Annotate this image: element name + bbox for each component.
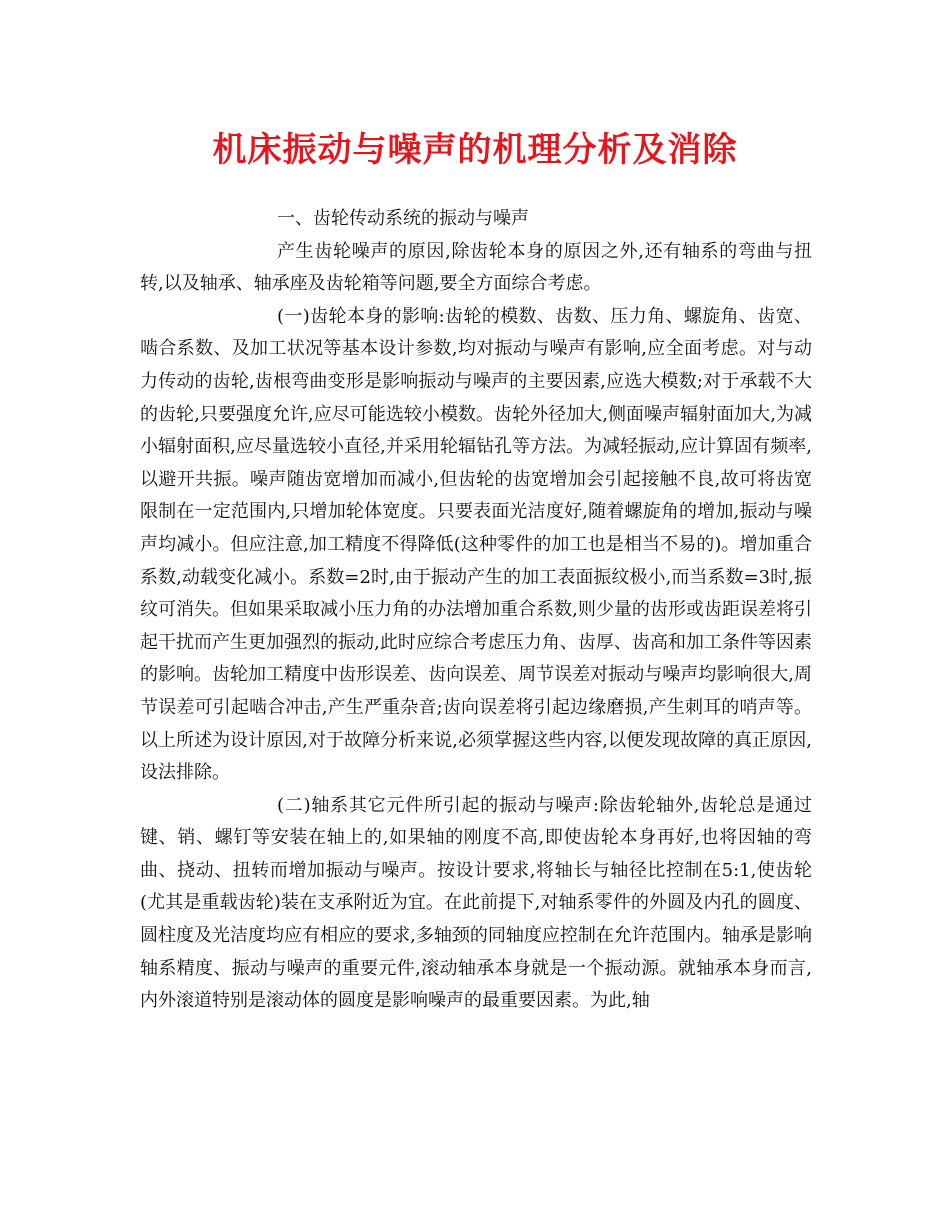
paragraph-3: (二)轴系其它元件所引起的振动与噪声:除齿轮轴外,齿轮总是通过键、销、螺钉等安装在轴上的,如果轴的刚度不高,即使齿轮本身再好,也将因轴的弯曲、挠动、扭转而增加振动与噪声。按设计要求,将轴长与轴径比控制在5:1,使齿轮(尤其是重载齿轮)装在支承附近为宜。在此前提下,对轴系零件的外圆及内孔的圆度、圆柱度及光洁度均应有相应的要求,多轴颈的同轴度应控制在允许范围内。轴承是影响轴系精度、振动与噪声的重要元件,滚动轴承本身就是一个振动源。就轴承本身而言,内外滚道特别是滚动体的圆度是影响噪声的最重要因素。为此,轴 [140, 794, 812, 1012]
document-body [140, 203, 812, 1018]
paragraph-1: 产生齿轮噪声的原因,除齿轮本身的原因之外,还有轴系的弯曲与扭转,以及轴承、轴承座及齿轮箱等问题,要全方面综合考虑。 [140, 240, 812, 295]
document-title: 机床振动与噪声的机理分析及消除 [212, 130, 738, 170]
paragraph-2: (一)齿轮本身的影响:齿轮的模数、齿数、压力角、螺旋角、齿宽、啮合系数、及加工状况等基本设计参数,均对振动与噪声有影响,应全面考虑。对与动力传动的齿轮,齿根弯曲变形是影响振动与噪声的主要因素,应选大模数;对于承载不大的齿轮,只要强度允许,应尽可能选较小模数。齿轮外径加大,侧面噪声辐射面加大,为减小辐射面积,应尽量选较小直径,并采用轮辐钻孔等方法。为减轻振动,应计算固有频率,以避开共振。噪声随齿宽增加而减小,但齿轮的齿宽增加会引起接触不良,故可将齿宽限制在一定范围内,只增加轮体宽度。只要表面光洁度好,随着螺旋角的增加,振动与噪声均减小。但应注意,加工精度不得降低(这种零件的加工也是相当不易的)。增加重合系数,动载变化减小。系数=2时,由于振动产生的加工表面振纹极小,而当系数=3时,振纹可消失。但如果采取减小压力角的办法增加重合系数,则少量的齿形或齿距误差将引起干扰而产生更加强烈的振动,此时应综合考虑压力角、齿厚、齿高和加工条件等因素的影响。齿轮加工精度中齿形误差、齿向误差、周节误差对振动与噪声均影响很大,周节误差可引起啮合冲击,产生严重杂音;齿向误差将引起边缘磨损,产生刺耳的哨声等。以上所述为设计原因,对于故障分析来说,必须掌握这些内容,以便发现故障的真正原因,设法排除。 [140, 305, 812, 784]
section-heading: 一、齿轮传动系统的振动与噪声 [277, 208, 529, 229]
